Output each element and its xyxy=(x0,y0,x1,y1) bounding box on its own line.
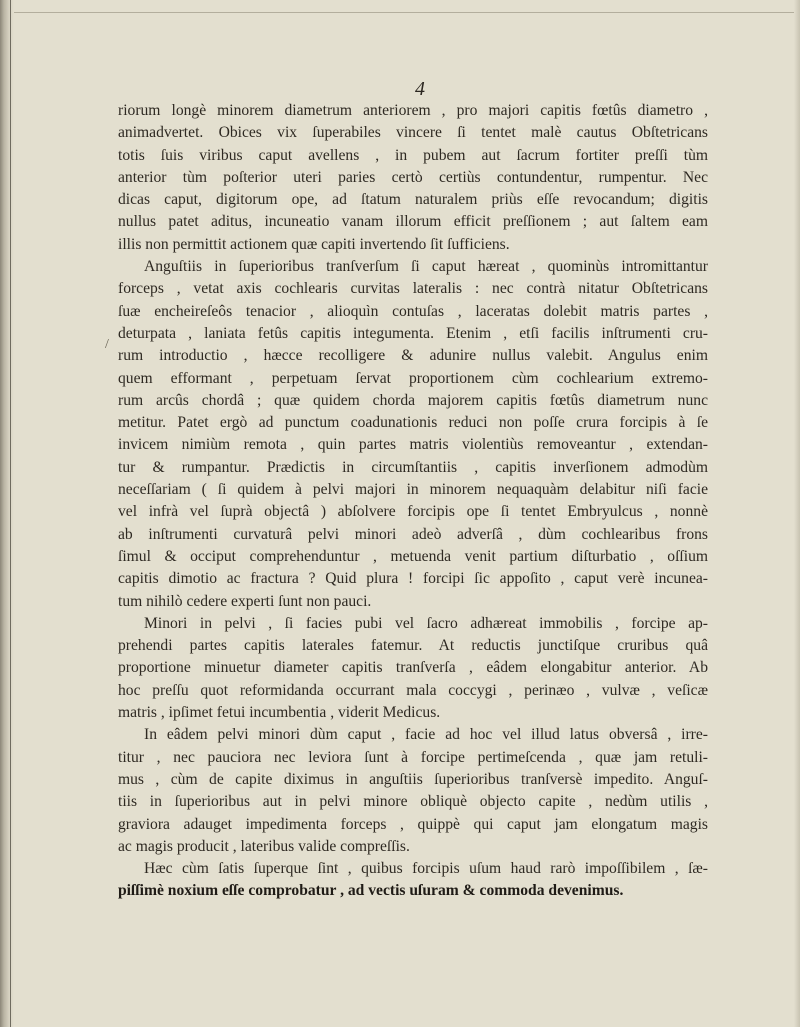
text-line: rum introductio , hæcce recolligere & adunire nullus valebit. Angulus enim xyxy=(118,347,708,365)
page-right-edge xyxy=(794,0,800,1027)
text-line: ſimul & occiput comprehenduntur , metuenda venit partium diſturbatio , oſſium xyxy=(118,547,708,565)
margin-mark: / xyxy=(105,337,109,352)
binding-gutter xyxy=(0,0,14,1027)
text-line: capitis dimotio ac fractura ? Quid plura ! forcipi ſic appoſito , caput verè incunea- xyxy=(118,570,708,588)
text-line: proportione minuetur diameter capitis tranſverſa , eâdem elongabitur anterior. Ab xyxy=(118,659,708,677)
page-number: 4 xyxy=(415,78,425,100)
text-line: neceſſariam ( ſi quidem à pelvi majori in minorem nequaquàm delabitur niſi facie xyxy=(118,481,708,499)
text-line: prehendi partes capitis laterales fatemur. At reductis junctiſque cruribus quâ xyxy=(118,637,708,655)
text-line: Hæc cùm ſatis ſuperque ſint , quibus forcipis uſum haud rarò impoſſibilem , ſæ- xyxy=(144,860,708,878)
text-line: quem efformant , perpetuam ſervat proportionem cùm cochlearium extremo- xyxy=(118,369,708,387)
text-line: animadvertet. Obices vix ſuperabiles vincere ſi tentet malè cautus Obſtetricans xyxy=(118,124,708,142)
text-line: matris , ipſimet fetui incumbentia , viderit Medicus. xyxy=(118,704,441,722)
text-line: Minori in pelvi , ſi facies pubi vel ſacro adhæreat immobilis , forcipe ap- xyxy=(144,614,708,632)
text-line: tiis in ſuperioribus aut in pelvi minore obliquè objecto capite , nedùm utilis , xyxy=(118,793,708,811)
text-line: titur , nec pauciora nec leviora ſunt à forcipe pertimeſcenda , quæ jam retuli- xyxy=(118,748,708,766)
text-line: deturpata , laniata fetûs capitis integumenta. Etenim , etſi facilis inſtrumenti cru- xyxy=(118,324,708,342)
text-line: invicem nimiùm remota , quin partes matris violentiùs removeantur , extendan- xyxy=(118,436,708,454)
text-line: ſuæ encheireſeôs tenacior , alioquìn contuſas , laceratas dolebit matris partes , xyxy=(118,302,708,320)
text-line: ab inſtrumenti curvaturâ pelvi minori adeò adverſâ , dùm cochlearibus frons xyxy=(118,525,708,543)
text-line: totis ſuis viribus caput avellens , in pubem aut ſacrum fortiter preſſi tùm xyxy=(118,146,708,164)
paragraph xyxy=(118,613,708,724)
body-text xyxy=(118,100,708,903)
text-line: ac magis producit , lateribus valide compreſſis. xyxy=(118,837,410,855)
text-line: metitur. Patet ergò ad punctum coadunationis reduci non poſſe crura forcipis à ſe xyxy=(118,414,708,432)
text-line: hoc preſſu quot reformidanda occurrant mala coccygi , perinæo , vulvæ , veſicæ xyxy=(118,681,708,699)
paragraph xyxy=(118,858,708,903)
text-line: graviora adauget impedimenta forceps , quippè qui caput jam elongatum magis xyxy=(118,815,708,833)
text-line: anterior tùm poſterior uteri paries certò certiùs contundentur, rumpentur. Nec xyxy=(118,168,708,186)
text-line: In eâdem pelvi minori dùm caput , facie ad hoc vel illud latus obversâ , irre- xyxy=(144,726,708,744)
page-top-edge xyxy=(14,12,800,13)
text-line: riorum longè minorem diametrum anteriorem , pro majori capitis fœtûs diametro , xyxy=(118,102,708,119)
text-line: dicas caput, digitorum ope, ad ſtatum naturalem priùs eſſe revocandum; digitis xyxy=(118,191,708,209)
text-line: mus , cùm de capite diximus in anguſtiis ſuperioribus tranſversè impedito. Anguſ- xyxy=(118,770,708,788)
paragraph xyxy=(118,256,708,613)
text-line: nullus patet aditus, incuneatio vanam illorum efficit preſſionem ; aut ſaltem eam xyxy=(118,213,708,231)
binding-edge-line xyxy=(10,0,11,1027)
paragraph xyxy=(118,100,708,256)
text-line: Anguſtiis in ſuperioribus tranſverſum ſi caput hæreat , quominùs intromittantur xyxy=(144,258,708,276)
text-line: vel infrà vel ſuprà objectâ ) abſolvere forcipis ope ſi tentet Embryulcus , nonnè xyxy=(118,503,708,521)
text-line: forceps , vetat axis cochlearis curvitas lateralis : nec contrà nitatur Obſtetricans xyxy=(118,280,708,298)
text-line: piſſimè noxium eſſe comprobatur , ad vectis uſuram & commoda devenimus. xyxy=(118,882,624,900)
paragraph xyxy=(118,724,708,858)
text-line: illis non permittit actionem quæ capiti invertendo ſit ſufficiens. xyxy=(118,235,510,253)
text-line: rum arcûs chordâ ; quæ quidem chorda majorem capitis fœtûs diametrum nunc xyxy=(118,391,708,409)
text-line: tum nihilò cedere experti ſunt non pauci. xyxy=(118,592,372,610)
text-line: tur & rumpantur. Prædictis in circumſtantiis , capitis inverſionem admodùm xyxy=(118,458,708,476)
